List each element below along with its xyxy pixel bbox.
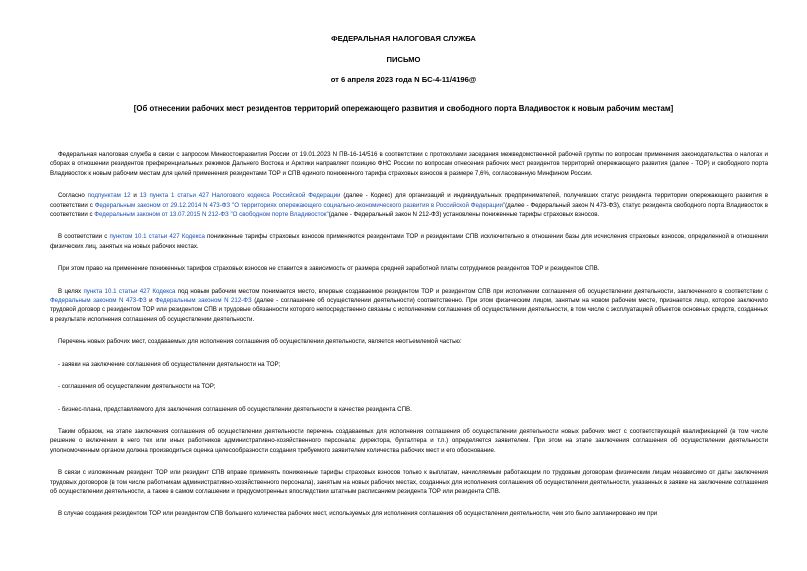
link-federal-law-212[interactable]: Федеральным законом от 13.07.2015 N 212-ФЗ "О свободном порте Владивосток" xyxy=(94,211,329,219)
paragraph-12: В случае создания резидентом ТОР или резидентом СПВ большего количества рабочих мест, используемых для исполнения соглашения об осуществлении деятельности, чем это было запланировано им при xyxy=(58,510,658,518)
text-span: (далее - Федеральный закон N 212-ФЗ) установлены пониженные тарифы страховых взносов. xyxy=(328,211,600,219)
link-federal-law-473[interactable]: Федеральным законом от 29.12.2014 N 473-ФЗ "О территориях опережающего социально-экономического развития в Российской Федерации" xyxy=(94,201,506,209)
list-item: - заявки на заключение соглашения об осуществлении деятельности на ТОР; xyxy=(58,360,281,368)
text-span: и xyxy=(146,297,156,305)
paragraph-2 xyxy=(50,191,768,219)
link-tax-code-427[interactable]: 13 пункта 1 статьи 427 Налогового кодекса Российской Федерации xyxy=(139,192,341,200)
paragraph-11: В связи с изложенным резидент ТОР или резидент СПВ вправе применять пониженные тарифы страховых взносов только к выплатам, начисляемым работающим по трудовым договорам физическим лицам независимо от даты заключения трудовых договоров (в том числе работникам административно-хозяйственного персонала), занятым на новых рабочих местах, созданных для исполнения соглашения об осуществлении деятельности, указанных в заявке на заключение соглашения об осуществлении деятельности, а также в самом соглашении и предусмотренных впоследствии штатным расписанием резидента ТОР или резидента СПВ. xyxy=(50,469,768,495)
document-body xyxy=(50,150,768,532)
text-span: и xyxy=(130,192,140,200)
paragraph-3 xyxy=(50,232,768,251)
text-span: (далее - соглашение об осуществлении деятельности) соответственно. При этом физическим лицом, занятым на новом рабочем месте, признается лицо, которое заключило трудовой договор с резидентом ТОР или резидентом СПВ и трудовые обязанности которого непосредственно связаны с исполнением соглашения об осуществлении деятельности, в том числе с эксплуатацией объектов основных средств, созданных в результате исполнения соглашения об осуществлении деятельности. xyxy=(50,297,768,323)
list-item: - бизнес-плана, представляемого для заключения соглашения об осуществлении деятельности в качестве резидента СПВ. xyxy=(58,405,412,413)
text-span: В целях xyxy=(58,287,84,295)
text-span: пониженные тарифы страховых взносов применяются резидентами ТОР и резидентами СПВ исключительно в отношении базы для исчисления страховых взносов, определенной в отношении физических лиц, занятых на новых рабочих местах. xyxy=(50,233,768,250)
date-number-heading: от 6 апреля 2023 года N БС-4-11/4196@ xyxy=(330,75,477,84)
list-item: - соглашения об осуществлении деятельности на ТОР; xyxy=(58,383,216,391)
agency-heading: ФЕДЕРАЛЬНАЯ НАЛОГОВАЯ СЛУЖБА xyxy=(331,34,476,43)
text-span: Согласно xyxy=(58,192,88,200)
link-point-10-1[interactable]: пунктом 10.1 статьи 427 Кодекса xyxy=(109,233,205,241)
link-federal-law-473-b[interactable]: Федеральным законом N 473-ФЗ xyxy=(50,297,147,305)
paragraph-6: Перечень новых рабочих мест, создаваемых для исполнения соглашения об осуществлении деятельности, является неотъемлемой частью: xyxy=(58,338,462,346)
text-span: под новым рабочим местом понимается место, впервые создаваемое резидентом ТОР и резидентом СПВ при исполнении соглашения об осуществлении деятельности, заключенного в соответствии с xyxy=(175,287,768,295)
text-span: В соответствии с xyxy=(58,233,110,241)
paragraph-5 xyxy=(50,287,768,325)
link-federal-law-212-b[interactable]: Федеральным законом N 212-ФЗ xyxy=(155,297,252,305)
paragraph-10: Таким образом, на этапе заключения соглашения об осуществлении деятельности перечень создаваемых для исполнения соглашения об осуществлении деятельности новых рабочих мест с соответствующей квалификацией (в том числе решение о включении в него тех или иных работников административно-хозяйственного персонала: директора, бухгалтера и т.п.) определяется заявителем. При этом на этапе заключения соглашения об осуществлении деятельности уполномоченным органом должна производиться оценка целесообразности создания требуемого заявителем количества рабочих мест и его обоснование. xyxy=(50,427,768,454)
paragraph-4: При этом право на применение пониженных тарифов страховых взносов не ставится в зависимость от размера средней заработной платы сотрудников резидентов ТОР и резидентов СПВ. xyxy=(58,265,600,273)
link-subparagraphs-12[interactable]: подпунктам 12 xyxy=(87,192,131,200)
link-point-10-1-b[interactable]: пункта 10.1 статьи 427 Кодекса xyxy=(83,287,176,295)
text-span: (далее - Кодекс) для организаций и индивидуальных предпринимателей, получивших статус резидента территории опережающего развития в соответствии с xyxy=(50,192,768,209)
doc-type-heading: ПИСЬМО xyxy=(386,55,421,64)
text-span: (далее - Федеральный закон N 473-ФЗ), статус резидента свободного порта Владивосток в соответствии с xyxy=(50,201,768,219)
document-title: [Об отнесении рабочих мест резидентов территорий опережающего развития и свободного порта Владивосток к новым рабочим местам] xyxy=(133,104,674,113)
paragraph-1: Федеральная налоговая служба в связи с запросом Минвостокразвития России от 19.01.2023 N ПВ-16-14/516 в соответствии с протоколами заседания межведомственной рабочей группы по вопросам применения законодательства о налогах и сборах в отношении резидентов преференциальных режимов Дальнего Востока и Арктики направляет позицию ФНС России по вопросам отнесения рабочих мест резидентов территорий опережающего развития (далее - ТОР) и свободного порта Владивосток к новым рабочим местам для целей применения резидентами ТОР и СПВ единого пониженного тарифа страховых взносов в размере 7,6%, согласованную Минфином России. xyxy=(50,151,768,177)
